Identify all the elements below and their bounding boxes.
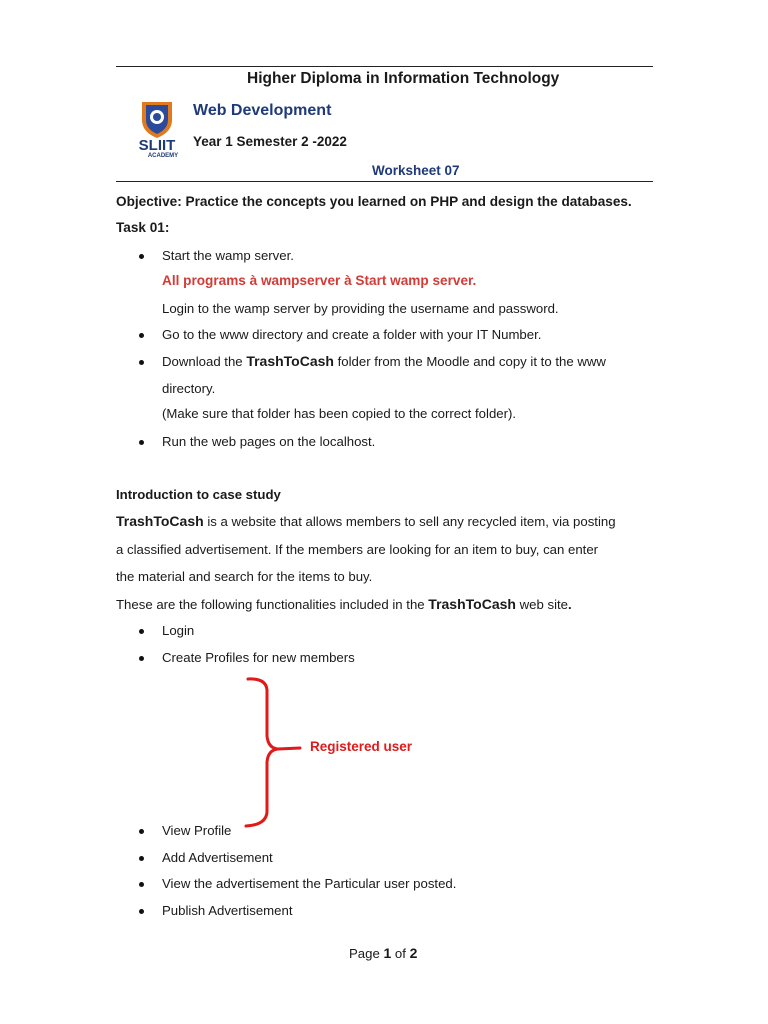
function-item: Add Advertisement [162, 850, 273, 865]
intro-p1-line3: the material and search for the items to buy. [116, 569, 373, 584]
task-item-www: Go to the www directory and create a folder with your IT Number. [162, 327, 542, 342]
footer-page-total: 2 [409, 945, 418, 961]
function-item: Login [162, 623, 195, 638]
registered-user-label: Registered user [310, 739, 413, 754]
intro-heading: Introduction to case study [116, 487, 281, 502]
bullet-icon [139, 440, 144, 445]
page-footer [349, 945, 417, 961]
bullet-icon [139, 254, 144, 259]
objective-text: Objective: Practice the concepts you learned on PHP and design the databases. [116, 194, 632, 209]
function-item: Create Profiles for new members [162, 650, 355, 665]
intro-p1-line2: a classified advertisement. If the members are looking for an item to buy, can enter [116, 542, 599, 557]
footer-page-word: Page [349, 946, 384, 961]
intro-bold-name: TrashToCash [116, 513, 204, 529]
intro-line1-text: is a website that allows members to sell any recycled item, via posting [203, 514, 616, 529]
bullet-icon [139, 882, 144, 887]
bullet-icon [139, 856, 144, 861]
semester-label: Year 1 Semester 2 -2022 [193, 134, 347, 149]
worksheet-label: Worksheet 07 [372, 163, 460, 178]
task-item-start: Start the wamp server. [162, 248, 294, 263]
course-name: Web Development [193, 102, 332, 119]
bullet-icon [139, 829, 144, 834]
task-item-download [162, 353, 606, 369]
task-item-make-sure: (Make sure that folder has been copied to the correct folder). [162, 406, 517, 421]
task-item-run: Run the web pages on the localhost. [162, 434, 376, 449]
footer-page-number: 1 [383, 945, 392, 961]
logo-subtext: ACADEMY [147, 153, 179, 158]
bullet-icon [139, 909, 144, 914]
intro-p2-pre: These are the following functionalities included in the [116, 597, 429, 612]
sliit-logo [128, 100, 186, 158]
intro-p2-bold: TrashToCash [428, 596, 516, 612]
bullet-icon [139, 333, 144, 338]
intro-p2-post: web site [515, 597, 568, 612]
right-brace-icon [240, 676, 310, 831]
logo-text: SLIIT [138, 137, 176, 154]
bullet-icon [139, 629, 144, 634]
task-item-path: All programs à wampserver à Start wamp server. [162, 273, 477, 288]
task-item-login: Login to the wamp server by providing the username and password. [162, 301, 559, 316]
task-item-download-cont: directory. [162, 381, 216, 396]
page-title: Higher Diploma in Information Technology [247, 70, 560, 87]
bullet-icon [139, 656, 144, 661]
intro-p2 [116, 596, 572, 612]
function-item: View the advertisement the Particular user posted. [162, 876, 457, 891]
footer-of-word: of [391, 946, 410, 961]
download-pre: Download the [162, 354, 247, 369]
header-bottom-rule [116, 181, 653, 182]
task-heading: Task 01: [116, 220, 170, 235]
function-item: Publish Advertisement [162, 903, 293, 918]
download-post: folder from the Moodle and copy it to the www [333, 354, 606, 369]
intro-p2-dot: . [568, 597, 572, 612]
function-item: View Profile [162, 823, 232, 838]
download-bold: TrashToCash [246, 353, 334, 369]
header-top-rule [116, 66, 653, 67]
bullet-icon [139, 360, 144, 365]
intro-p1-line1 [116, 513, 616, 529]
